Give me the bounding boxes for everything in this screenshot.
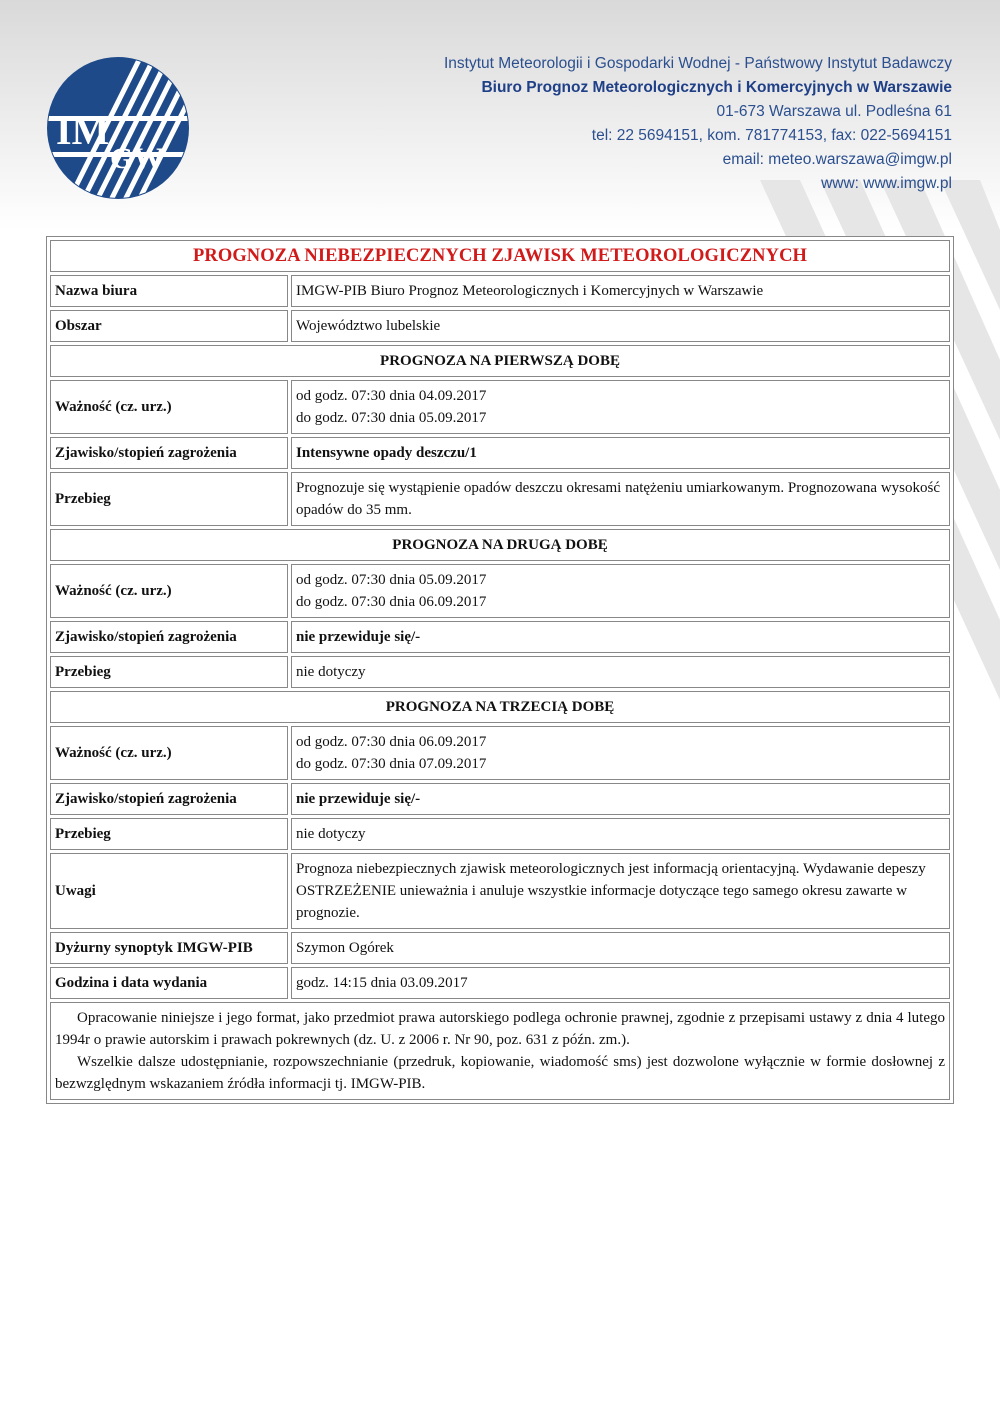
- area-value: Województwo lubelskie: [291, 310, 950, 342]
- day3-validity-to: do godz. 07:30 dnia 07.09.2017: [296, 756, 487, 772]
- copyright-paragraph-2: Wszelkie dalsze udostępnianie, rozpowszechnianie (przedruk, kopiowanie, wiadomość sms) jest dozwolone wyłącznie w formie dosłownej z bezwzględnym wskazaniem źródła informacji tj. IMGW-PIB.: [55, 1054, 945, 1092]
- institute-name: Instytut Meteorologii i Gospodarki Wodnej - Państwowy Instytut Badawczy: [444, 55, 952, 72]
- day1-phenomenon-value: Intensywne opady deszczu/1: [291, 437, 950, 469]
- day2-validity-to: do godz. 07:30 dnia 06.09.2017: [296, 594, 487, 610]
- day1-heading: PROGNOZA NA PIERWSZĄ DOBĘ: [50, 345, 950, 377]
- svg-text:GW: GW: [110, 142, 164, 175]
- day1-validity-value: [291, 380, 950, 434]
- day1-validity-label: Ważność (cz. urz.): [50, 380, 288, 434]
- office-label: Nazwa biura: [50, 275, 288, 307]
- day1-validity-from: od godz. 07:30 dnia 04.09.2017: [296, 388, 487, 404]
- phone: tel: 22 5694151, kom. 781774153, fax: 022-5694151: [591, 127, 952, 144]
- office-name: Biuro Prognoz Meteorologicznych i Komercyjnych w Warszawie: [481, 79, 952, 96]
- day3-course-label: Przebieg: [50, 818, 288, 850]
- email-link[interactable]: email: meteo.warszawa@imgw.pl: [722, 151, 952, 168]
- day1-phenomenon-label: Zjawisko/stopień zagrożenia: [50, 437, 288, 469]
- day3-phenomenon-label: Zjawisko/stopień zagrożenia: [50, 783, 288, 815]
- issued-label: Godzina i data wydania: [50, 967, 288, 999]
- day2-phenomenon-label: Zjawisko/stopień zagrożenia: [50, 621, 288, 653]
- day3-validity-value: [291, 726, 950, 780]
- day1-validity-to: do godz. 07:30 dnia 05.09.2017: [296, 410, 487, 426]
- office-value: IMGW-PIB Biuro Prognoz Meteorologicznych i Komercyjnych w Warszawie: [291, 275, 950, 307]
- day3-phenomenon-value: nie przewiduje się/-: [291, 783, 950, 815]
- notes-label: Uwagi: [50, 853, 288, 929]
- day2-course-label: Przebieg: [50, 656, 288, 688]
- copyright-notice: [50, 1002, 950, 1100]
- forecast-table: [46, 236, 954, 1104]
- notes-value: Prognoza niebezpiecznych zjawisk meteorologicznych jest informacją orientacyjną. Wydawanie depeszy OSTRZEŻENIE unieważnia i anuluje wszystkie informacje dotyczące tego samego okresu zawarte w prognozie.: [291, 853, 950, 929]
- day2-phenomenon-value: nie przewiduje się/-: [291, 621, 950, 653]
- imgw-logo: [46, 56, 190, 200]
- day2-validity-from: od godz. 07:30 dnia 05.09.2017: [296, 572, 487, 588]
- day2-validity-value: [291, 564, 950, 618]
- day2-heading: PROGNOZA NA DRUGĄ DOBĘ: [50, 529, 950, 561]
- area-label: Obszar: [50, 310, 288, 342]
- forecaster-label: Dyżurny synoptyk IMGW-PIB: [50, 932, 288, 964]
- institute-header: [444, 52, 952, 196]
- day3-heading: PROGNOZA NA TRZECIĄ DOBĘ: [50, 691, 950, 723]
- day3-validity-from: od godz. 07:30 dnia 06.09.2017: [296, 734, 487, 750]
- day2-validity-label: Ważność (cz. urz.): [50, 564, 288, 618]
- copyright-paragraph-1: Opracowanie niniejsze i jego format, jako przedmiot prawa autorskiego podlega ochronie prawnej, zgodnie z przepisami ustawy z dnia 4 lutego 1994r o prawie autorskim i prawach pokrewnych (dz. U. z 2006 r. Nr 90, poz. 631 z późn. zm.).: [55, 1010, 945, 1048]
- day3-validity-label: Ważność (cz. urz.): [50, 726, 288, 780]
- website-link[interactable]: www: www.imgw.pl: [821, 175, 952, 192]
- document-title: PROGNOZA NIEBEZPIECZNYCH ZJAWISK METEOROLOGICZNYCH: [50, 240, 950, 272]
- forecaster-value: Szymon Ogórek: [291, 932, 950, 964]
- day2-course-value: nie dotyczy: [291, 656, 950, 688]
- address: 01-673 Warszawa ul. Podleśna 61: [716, 103, 952, 120]
- issued-value: godz. 14:15 dnia 03.09.2017: [291, 967, 950, 999]
- svg-text:IM: IM: [56, 108, 110, 153]
- day3-course-value: nie dotyczy: [291, 818, 950, 850]
- day1-course-value: Prognozuje się wystąpienie opadów deszczu okresami natężeniu umiarkowanym. Prognozowana wysokość opadów do 35 mm.: [291, 472, 950, 526]
- day1-course-label: Przebieg: [50, 472, 288, 526]
